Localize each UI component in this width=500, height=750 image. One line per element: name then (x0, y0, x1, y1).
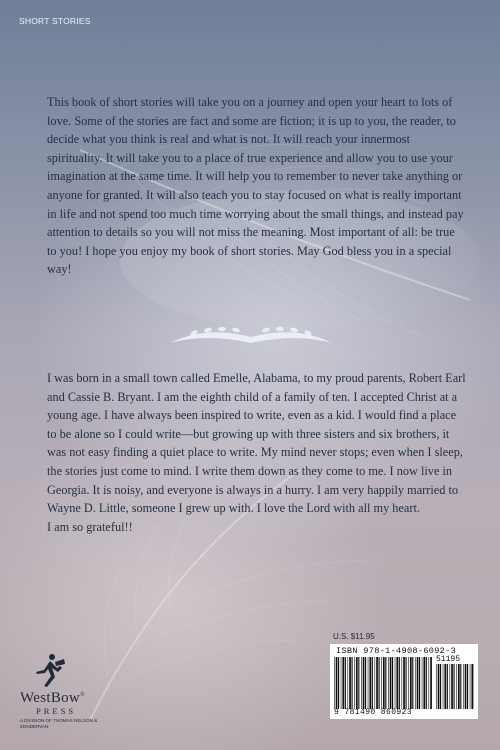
barcode-bar (354, 657, 355, 709)
registered-mark: ® (80, 692, 85, 698)
isbn-barcode (330, 644, 478, 719)
author-bio-closing: I am so grateful!! (47, 519, 133, 534)
barcode-bar (365, 657, 366, 709)
isbn-number: ISBN 978-1-4908-6092-3 (336, 646, 457, 656)
barcode-bar (408, 657, 409, 709)
barcode-bar (379, 657, 380, 709)
barcode-bar (381, 657, 382, 709)
barcode-bar (395, 657, 396, 709)
barcode-bar (376, 657, 378, 709)
barcode-bar (341, 657, 342, 709)
barcode-bar (438, 664, 440, 709)
category-label: SHORT STORIES (19, 16, 91, 26)
barcode-bar (348, 657, 349, 709)
barcode-bar (349, 657, 351, 709)
barcode-bar (470, 664, 471, 709)
barcode-bar (422, 657, 423, 709)
barcode-bar (460, 664, 461, 709)
barcode-bar (336, 657, 338, 709)
barcode-bar (444, 664, 446, 709)
barcode-bar (383, 657, 385, 709)
barcode-digits: 9 781490 860923 (334, 708, 413, 717)
barcode-bar (369, 657, 371, 709)
author-bio-paragraph: I was born in a small town called Emelle, Alabama, to my proud parents, Robert Earl and Cassie B. Bryant. I am the eighth child of a family of ten. I accepted Christ at a young age. I have always been inspired to write, even as a kid. I would find a place to be alone so I could write—but growing up with three sisters and six brothers, it was not easy finding a quiet place to write. My mind never stops; even when I sleep, the stories just come to mind. I write them down as they come to me. I now live in Georgia. It is noisy, and everyone is always in a hurry. I am very happily married to Wayne D. Little, someone I grew up with. I love the Lord with all my heart. (47, 371, 466, 516)
barcode-bar (451, 664, 453, 709)
barcode-bar (403, 657, 405, 709)
flourish-divider-icon (166, 321, 336, 347)
barcode-bar (429, 657, 430, 709)
book-description: This book of short stories will take you on a journey and open your heart to lots of love. Some of the stories are fact and some are fiction; it is up to you, the reader, to decide what you think is real and what is not. It will reach your innermost spirituality. It will take you to a place of true experience and allow you to use your imagination at the same time. It will help you to remember to never take anything or anyone for granted. It will also teach you to stay focused on what is really important in life and not spend too much time worrying about the small things, and instead pay attention to details so you will not miss the meaning. Most important of all: be true to you! I hope you enjoy my book of short stories. May God bless you in a special way! (47, 95, 464, 277)
barcode-bar (396, 657, 398, 709)
barcode-bar (450, 664, 451, 709)
barcode-main-bars (334, 657, 432, 709)
barcode-bar (415, 657, 416, 709)
barcode-bar (334, 657, 335, 709)
barcode-bar (402, 657, 403, 709)
barcode-bar (447, 664, 448, 709)
barcode-bar (361, 657, 362, 709)
publisher-name (20, 690, 130, 707)
barcode-bar (342, 657, 344, 709)
publisher-division: A DIVISION OF THOMAS NELSON & ZONDERVAN (20, 718, 98, 729)
barcode-bar (388, 657, 389, 709)
barcode-bar (454, 664, 455, 709)
barcode-bar (358, 657, 359, 709)
barcode-bar (392, 657, 393, 709)
barcode-bar (406, 657, 407, 709)
barcode-bar (368, 657, 369, 709)
barcode-bar (372, 657, 373, 709)
barcode-bar (363, 657, 365, 709)
barcode-bar (352, 657, 353, 709)
barcode-bar (412, 657, 413, 709)
barcode-bar (345, 657, 346, 709)
barcode-addon-bars (436, 664, 474, 709)
barcode-bar (440, 664, 441, 709)
barcode-bar (443, 664, 444, 709)
barcode-bar (390, 657, 392, 709)
barcode-bar (338, 657, 339, 709)
barcode-bar (385, 657, 386, 709)
price-label: U.S. $11.95 (333, 632, 375, 641)
barcode-bar (426, 657, 427, 709)
author-bio (47, 369, 467, 536)
barcode-bar (399, 657, 400, 709)
publisher-name-text: WestBow (20, 690, 81, 706)
barcode-bar (463, 664, 464, 709)
barcode-bar (375, 657, 376, 709)
barcode-bar (458, 664, 460, 709)
barcode-bar (417, 657, 419, 709)
barcode-bar (356, 657, 358, 709)
barcode-bar (467, 664, 468, 709)
runner-with-book-icon (28, 653, 68, 689)
barcode-bar (410, 657, 412, 709)
publisher-press: PRESS (36, 706, 77, 716)
barcode-bar (456, 664, 457, 709)
barcode-bar (423, 657, 425, 709)
barcode-addon-number: 51195 (436, 655, 461, 664)
barcode-bar (419, 657, 420, 709)
barcode-bar (465, 664, 467, 709)
publisher-logo (20, 653, 130, 730)
barcode-bar (436, 664, 437, 709)
barcode-bar (430, 657, 432, 709)
barcode-bar (471, 664, 473, 709)
